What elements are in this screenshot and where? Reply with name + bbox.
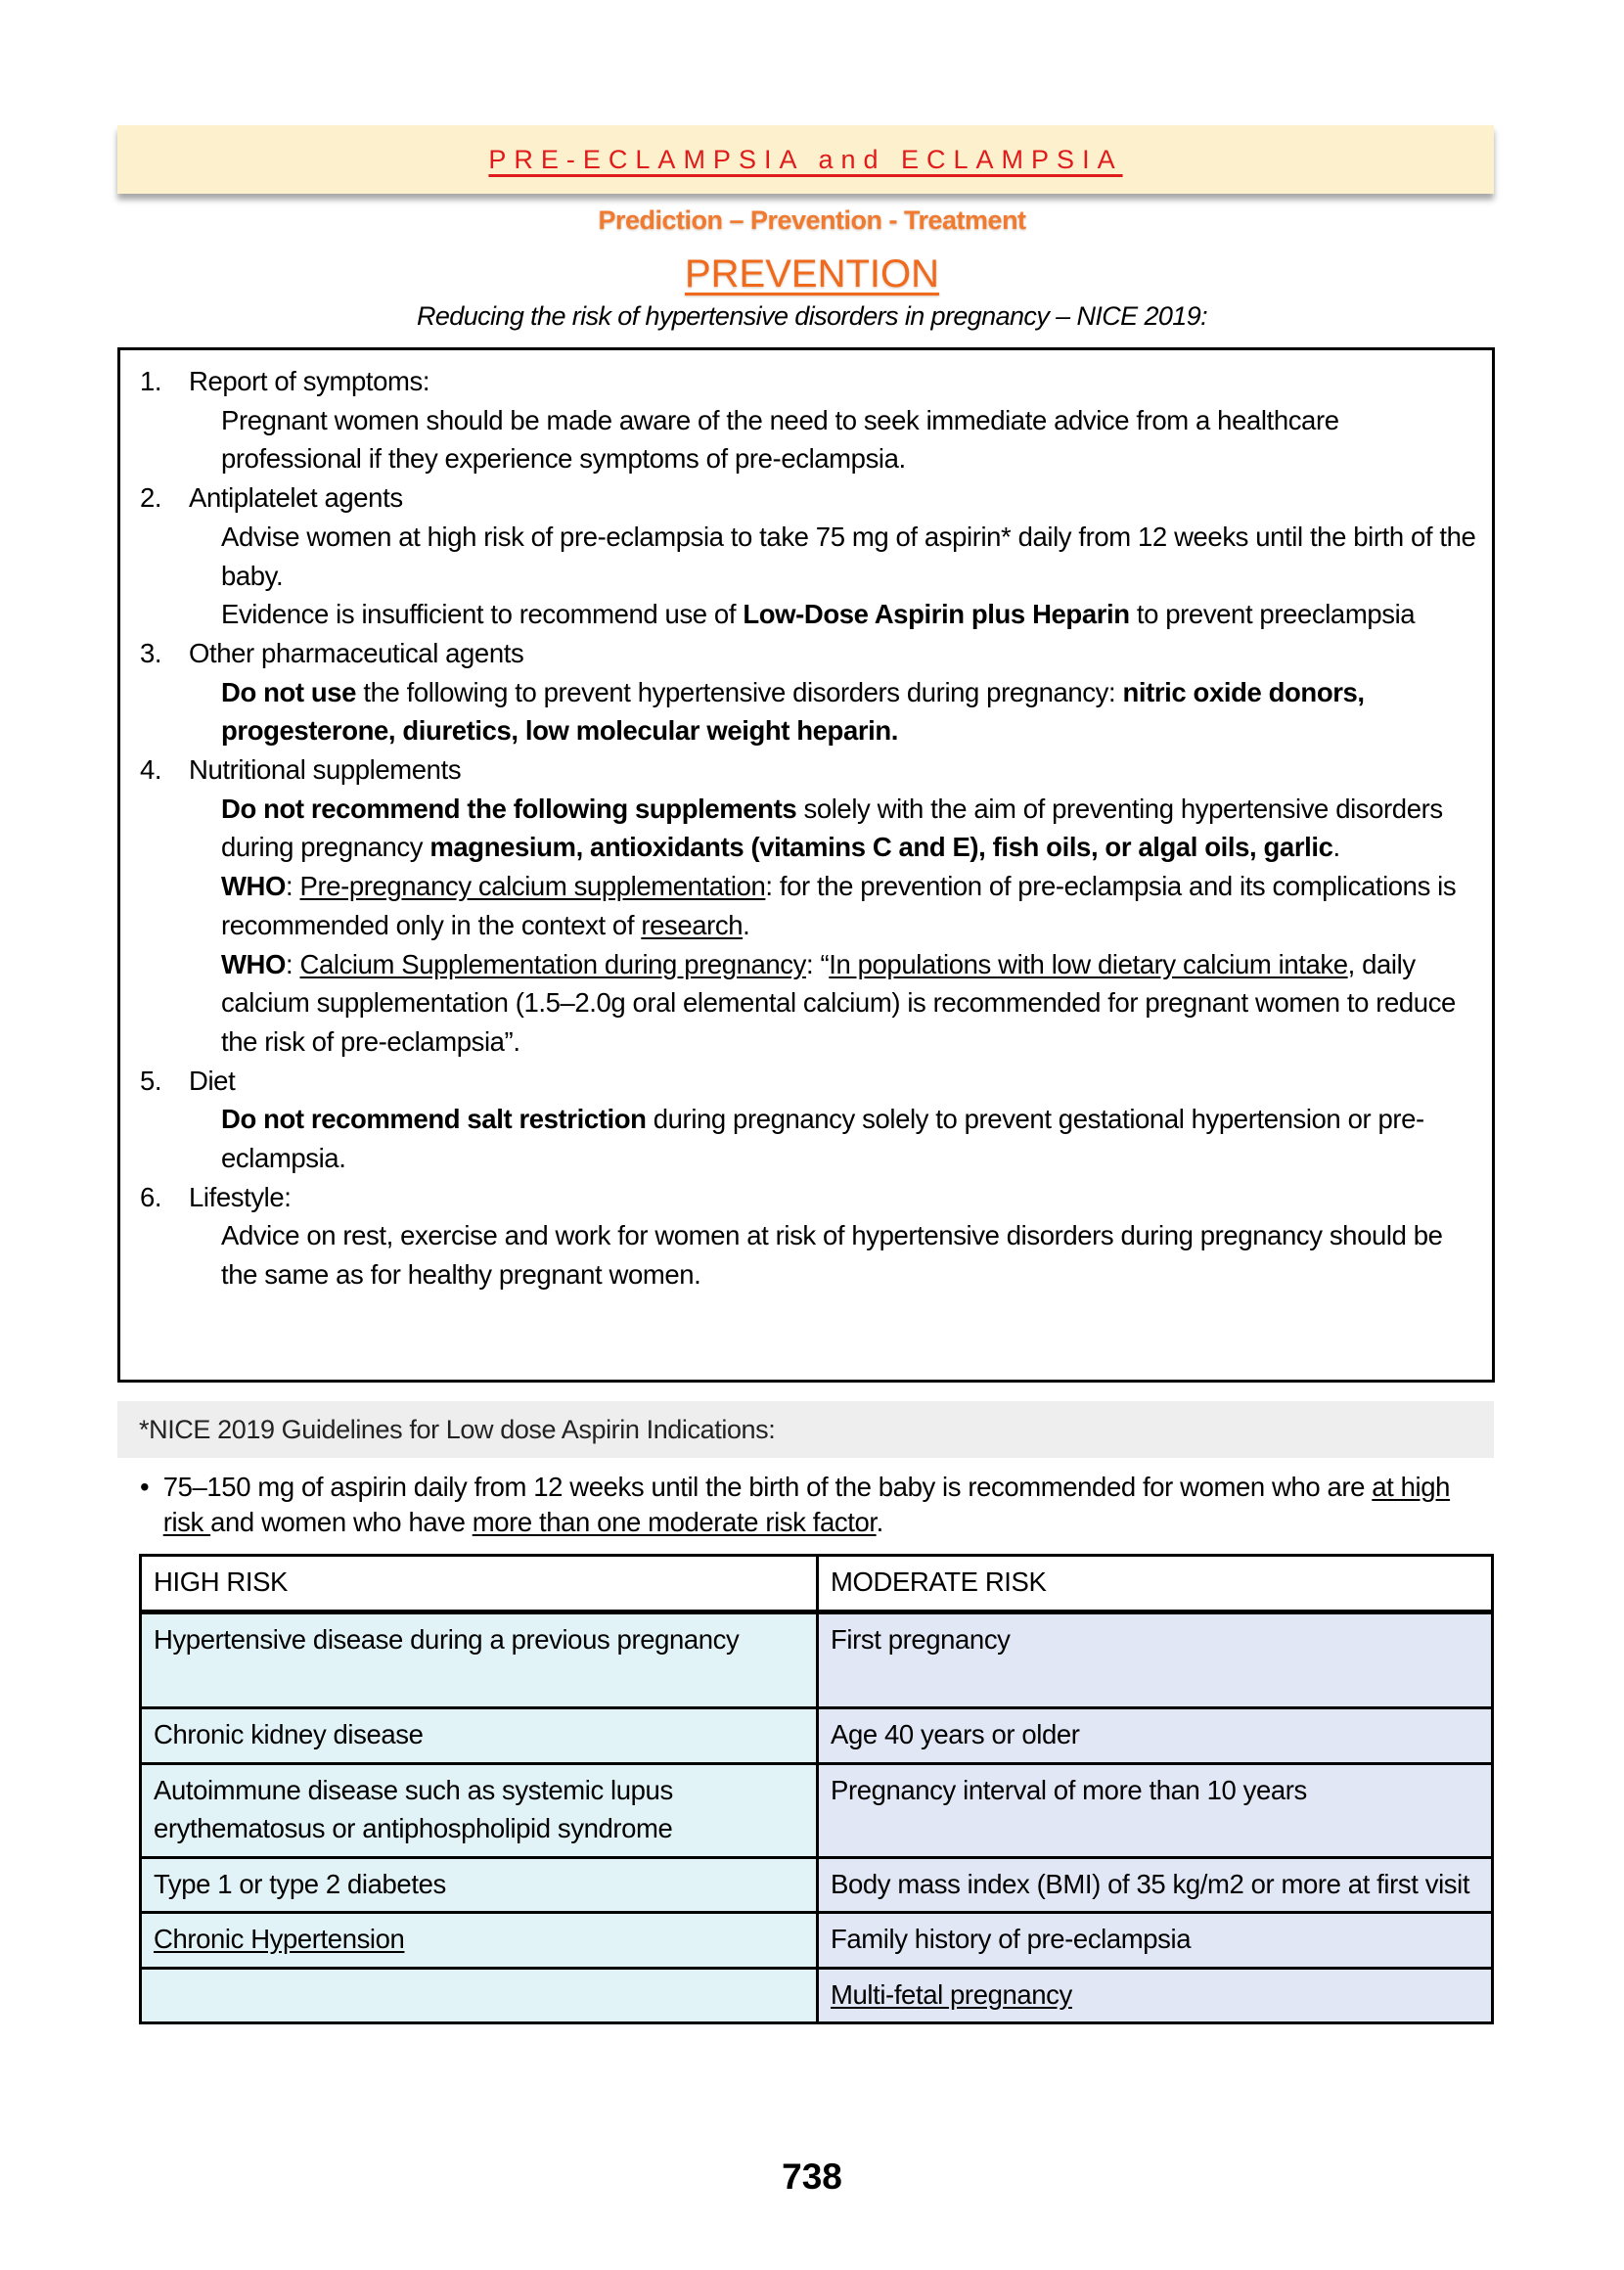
title-banner — [117, 125, 1494, 194]
item-heading: Other pharmaceutical agents — [189, 637, 524, 668]
emphasis: Low-Dose Aspirin plus Heparin — [743, 599, 1130, 630]
section-lead: Reducing the risk of hypertensive disorders in pregnancy – NICE 2019: — [416, 301, 1208, 331]
high-risk-cell — [141, 1968, 818, 2023]
item-text: Advise women at high risk of pre-eclampsia to take 75 mg of aspirin* daily from 12 weeks until the birth of the baby. — [221, 521, 1476, 591]
item-heading: Diet — [189, 1065, 236, 1096]
emphasis: Do not recommend salt restriction — [221, 1104, 647, 1135]
item-text — [140, 790, 1480, 867]
list-item — [140, 1178, 1480, 1294]
table-row — [141, 1708, 1493, 1764]
page-title: PRE-ECLAMPSIA and ECLAMPSIA — [488, 144, 1123, 174]
item-text: Pregnant women should be made aware of the need to seek immediate advice from a healthcare professional if they experience symptoms of pre-eclampsia. — [221, 404, 1339, 475]
text: . — [743, 909, 750, 940]
emphasis: magnesium, antioxidants (vitamins C and E), fish oils, or algal oils, garlic — [429, 832, 1333, 863]
underlined-text: In populations with low dietary calcium intake — [829, 948, 1348, 979]
recommendations-list — [140, 362, 1480, 1294]
emphasis: Do not recommend the following supplements — [221, 793, 797, 824]
header-moderate-risk: MODERATE RISK — [818, 1556, 1493, 1612]
page-number: 738 — [782, 2156, 842, 2197]
moderate-risk-cell: Pregnancy interval of more than 10 years — [818, 1763, 1493, 1857]
moderate-risk-cell: Age 40 years or older — [818, 1708, 1493, 1764]
text: during pregnancy solely to prevent gestational hypertension or pre-eclampsia. — [221, 1104, 1424, 1174]
item-number: 6. — [140, 1181, 162, 1212]
moderate-risk-cell: First pregnancy — [818, 1612, 1493, 1708]
table-row — [141, 1857, 1493, 1913]
chapter-subtitle: Prediction – Prevention - Treatment — [598, 205, 1026, 235]
table-row — [141, 1913, 1493, 1969]
underlined-text: Pre-pregnancy calcium supplementation — [299, 871, 766, 902]
moderate-risk-cell: Body mass index (BMI) of 35 kg/m2 or more at first visit — [818, 1857, 1493, 1913]
text: the following to prevent hypertensive disorders during pregnancy: — [356, 676, 1123, 707]
list-item — [140, 478, 1480, 634]
bullet-icon: • — [140, 1472, 150, 1502]
aspirin-bullet — [140, 1470, 1490, 1540]
who-note — [140, 867, 1480, 944]
who-note — [140, 945, 1480, 1062]
text: . — [876, 1507, 883, 1537]
text: Evidence is insufficient to recommend use of — [221, 599, 744, 630]
item-number: 5. — [140, 1065, 162, 1096]
item-heading: Antiplatelet agents — [189, 482, 403, 514]
header-high-risk: HIGH RISK — [141, 1556, 818, 1612]
emphasis: Do not use — [221, 676, 357, 707]
item-text — [140, 673, 1480, 750]
bullet-text — [163, 1470, 1490, 1540]
underlined-text: Chronic Hypertension — [154, 1924, 405, 1954]
text: solely with the aim of preventing hypertensive disorders during pregnancy — [221, 793, 1443, 863]
underlined-text: Calcium Supplementation during pregnancy — [299, 948, 807, 979]
emphasis: nitric oxide donors, progesterone, diuretics, low molecular weight heparin. — [221, 676, 1365, 747]
high-risk-cell — [141, 1913, 818, 1969]
moderate-risk-cell — [818, 1968, 1493, 2023]
who-label: WHO — [221, 948, 287, 979]
table-row — [141, 1968, 1493, 2023]
text: 75–150 mg of aspirin daily from 12 weeks until the birth of the baby is recommended for women who are — [162, 1472, 1373, 1502]
item-number: 2. — [140, 482, 162, 514]
list-item — [140, 1062, 1480, 1178]
recommendations-box — [117, 347, 1495, 1383]
underlined-text: research — [641, 909, 744, 940]
table-row — [141, 1612, 1493, 1708]
moderate-risk-cell: Family history of pre-eclampsia — [818, 1913, 1493, 1969]
item-text — [140, 595, 1480, 634]
table-header-row — [141, 1556, 1493, 1612]
item-heading: Nutritional supplements — [189, 754, 462, 786]
list-item — [140, 362, 1480, 478]
list-item — [140, 634, 1480, 750]
item-text — [140, 1100, 1480, 1177]
high-risk-cell: Type 1 or type 2 diabetes — [141, 1857, 818, 1913]
text: : — [286, 871, 300, 902]
text: : “ — [806, 948, 830, 979]
text: , daily calcium supplementation (1.5–2.0g oral elemental calcium) is recommended for pregnant women to reduce the risk of pre-eclampsia”. — [221, 948, 1456, 1057]
underlined-text: at high risk — [162, 1472, 1451, 1537]
text: to prevent preeclampsia — [1129, 599, 1416, 630]
item-text: Advice on rest, exercise and work for women at risk of hypertensive disorders during pregnancy should be the same as for healthy pregnant women. — [221, 1220, 1443, 1291]
item-number: 1. — [140, 366, 162, 396]
note-title: *NICE 2019 Guidelines for Low dose Aspirin Indications: — [139, 1415, 776, 1444]
item-heading: Report of symptoms: — [189, 366, 430, 396]
underlined-text: more than one moderate risk factor — [472, 1507, 877, 1537]
high-risk-cell: Autoimmune disease such as systemic lupus erythematosus or antiphospholipid syndrome — [141, 1763, 818, 1857]
who-label: WHO — [221, 871, 287, 902]
section-title: PREVENTION — [684, 252, 940, 295]
underlined-text: Multi-fetal pregnancy — [831, 1978, 1072, 2010]
text: : — [286, 948, 300, 979]
high-risk-cell: Hypertensive disease during a previous pregnancy — [141, 1612, 818, 1708]
item-number: 3. — [140, 637, 162, 668]
text: . — [1332, 832, 1340, 863]
risk-factor-table — [139, 1554, 1494, 2024]
aspirin-note-bar — [117, 1401, 1494, 1458]
high-risk-cell: Chronic kidney disease — [141, 1708, 818, 1764]
item-heading: Lifestyle: — [189, 1181, 292, 1212]
item-number: 4. — [140, 754, 162, 786]
table-row — [141, 1763, 1493, 1857]
list-item — [140, 750, 1480, 1062]
text: : for the prevention of pre-eclampsia and its complications is recommended only in the context of — [221, 871, 1457, 940]
text: and women who have — [210, 1507, 473, 1537]
